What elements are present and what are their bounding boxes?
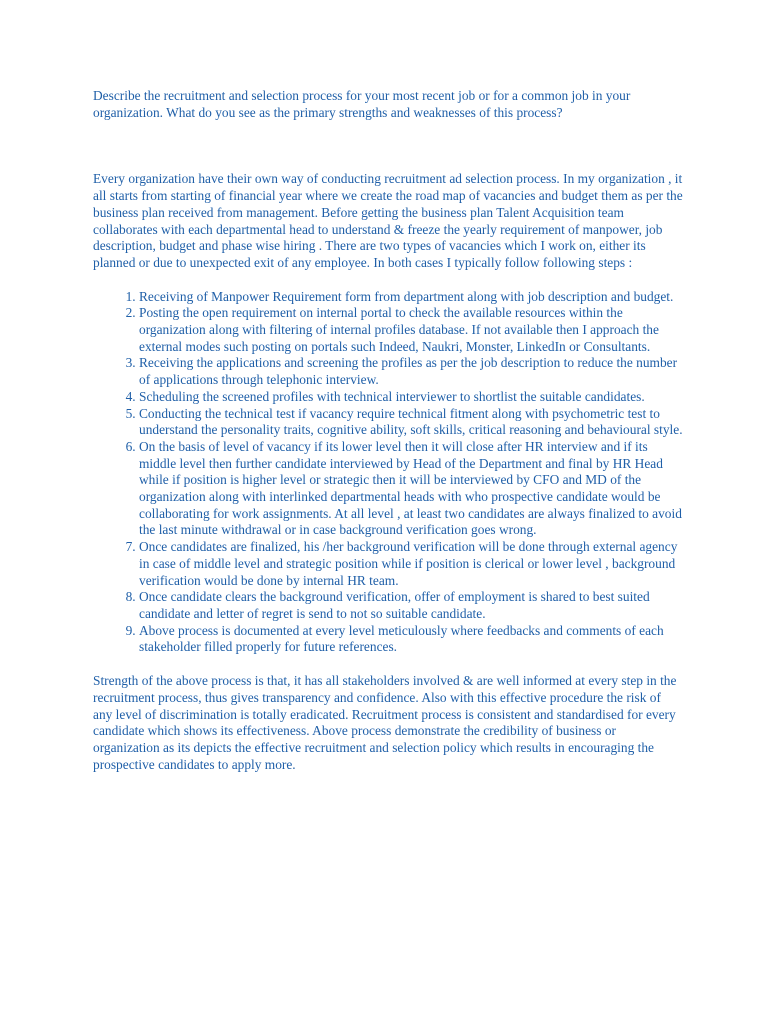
strength-paragraph: Strength of the above process is that, it has all stakeholders involved & are well informed at every step in the recruitment process, thus gives transparency and confidence. Also with this effective procedure the risk of any level of discrimination is totally eradicated. Recruitment process is consistent and standardised for every candidate which shows its effectiveness. Above process demonstrate the credibility of business or organization as its depicts the effective recruitment and selection policy which results in encouraging the prospective candidates to apply more. [93,673,677,772]
process-step-3: 3. Receiving the applications and screening the profiles as per the job description to reduce the number of applications through telephonic interview. [139,355,683,388]
process-step-1: 1. Receiving of Manpower Requirement form from department along with job description and budget. [139,289,683,306]
process-step-7: 7. Once candidates are finalized, his /her background verification will be done through external agency in case of middle level and strategic position while if position is clerical or lower level , background verification would be done by internal HR team. [139,539,683,589]
document-page [93,88,683,773]
process-steps-list [93,289,683,656]
process-step-5: 5. Conducting the technical test if vacancy require technical fitment along with psychometric test to understand the personality traits, cognitive ability, soft skills, critical reasoning and behavioural style. [139,406,683,439]
process-step-4: 4. Scheduling the screened profiles with technical interviewer to shortlist the suitable candidates. [139,389,683,406]
process-step-2: 2. Posting the open requirement on internal portal to check the available resources within the organization along with filtering of internal profiles database. If not available then I approach the external modes such posting on portals such Indeed, Naukri, Monster, LinkedIn or Consultants. [139,305,683,355]
question-paragraph: Describe the recruitment and selection process for your most recent job or for a common job in your organization. What do you see as the primary strengths and weaknesses of this process? [93,88,631,120]
process-step-8: 8. Once candidate clears the background verification, offer of employment is shared to best suited candidate and letter of regret is send to not so suitable candidate. [139,589,683,622]
process-step-6: 6. On the basis of level of vacancy if its lower level then it will close after HR interview and if its middle level then further candidate interviewed by Head of the Department and final by HR Head while if position is higher level or strategic then it will be interviewed by CFO and MD of the organization along with interlinked departmental heads with who prospective candidate would be collaborating for work assignments. At all level , at least two candidates are always finalized to avoid the last minute withdrawal or in case background verification goes wrong. [139,439,683,539]
intro-paragraph: Every organization have their own way of conducting recruitment ad selection process. In my organization , it all starts from starting of financial year where we create the road map of vacancies and budget them as per the business plan received from management. Before getting the business plan Talent Acquisition team collaborates with each departmental head to understand & freeze the yearly requirement of manpower, job description, budget and phase wise hiring . There are two types of vacancies which I work on, either its planned or due to unexpected exit of any employee. In both cases I typically follow following steps : [93,171,683,270]
process-step-9: 9. Above process is documented at every level meticulously where feedbacks and comments of each stakeholder filled properly for future references. [139,623,683,656]
